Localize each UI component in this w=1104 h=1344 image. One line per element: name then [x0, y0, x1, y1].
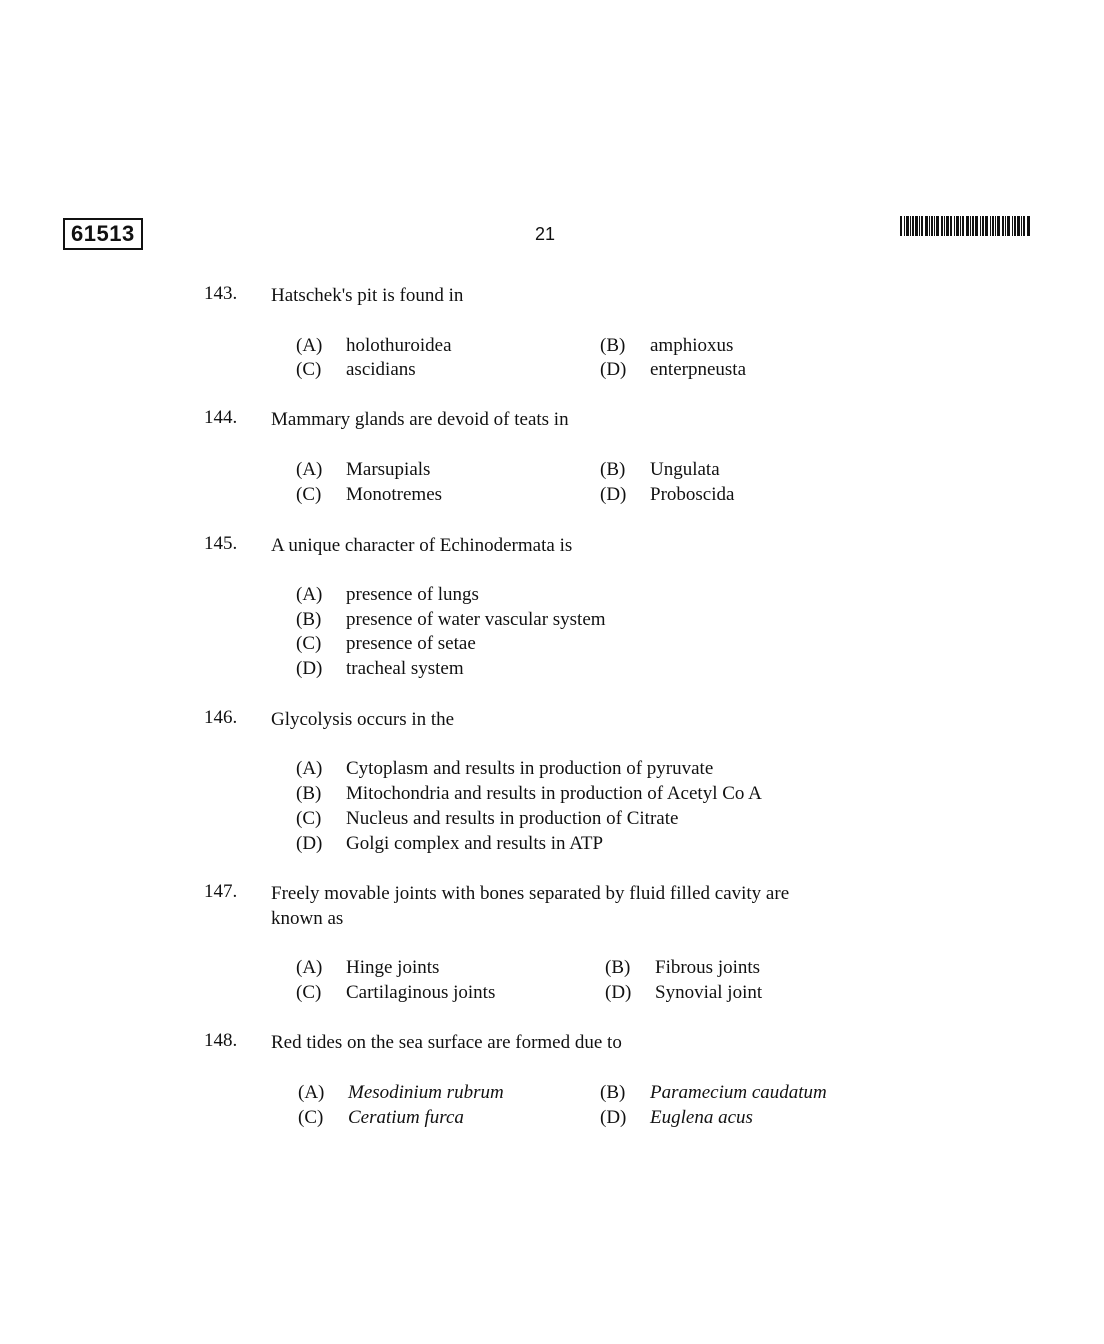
question-text: Red tides on the sea surface are formed due to [271, 1032, 622, 1053]
option-c[interactable]: (C) presence of setae [296, 633, 476, 654]
question-number: 145. [204, 533, 238, 554]
option-b[interactable]: (B) Fibrous joints [605, 957, 761, 978]
question-text-line2: known as [271, 908, 344, 929]
option-d[interactable]: (D) Euglena acus [600, 1107, 753, 1128]
option-b[interactable]: (B) presence of water vascular system [296, 609, 606, 630]
question-number: 146. [204, 707, 238, 728]
option-d[interactable]: (D) tracheal system [296, 658, 464, 679]
question-text: Glycolysis occurs in the [271, 709, 455, 730]
question-number: 147. [204, 881, 238, 902]
barcode-icon [900, 216, 1030, 236]
option-a[interactable]: (A) Marsupials [296, 459, 431, 480]
option-b[interactable]: (B) Mitochondria and results in production of Acetyl Co A [296, 783, 762, 804]
option-c[interactable]: (C) Ceratium furca [298, 1107, 464, 1128]
option-a[interactable]: (A) Cytoplasm and results in production of pyruvate [296, 758, 714, 779]
question-text: A unique character of Echinodermata is [271, 535, 573, 556]
option-b[interactable]: (B) amphioxus [600, 335, 734, 356]
option-d[interactable]: (D) Proboscida [600, 484, 735, 505]
page-header [0, 216, 1104, 256]
option-c[interactable]: (C) Cartilaginous joints [296, 982, 496, 1003]
option-b[interactable]: (B) Paramecium caudatum [600, 1082, 827, 1103]
page-number: 21 [534, 224, 556, 244]
question-number: 143. [204, 283, 238, 304]
option-c[interactable]: (C) Monotremes [296, 484, 443, 505]
option-b[interactable]: (B) Ungulata [600, 459, 720, 480]
option-d[interactable]: (D) Golgi complex and results in ATP [296, 833, 604, 854]
option-c[interactable]: (C) Nucleus and results in production of Citrate [296, 808, 679, 829]
question-text: Mammary glands are devoid of teats in [271, 409, 569, 430]
option-d[interactable]: (D) enterpneusta [600, 359, 747, 380]
question-number: 148. [204, 1030, 238, 1051]
question-text [271, 881, 911, 931]
question-text-line1: Freely movable joints with bones separated by fluid filled cavity are [271, 883, 790, 904]
option-a[interactable]: (A) holothuroidea [296, 335, 452, 356]
option-a[interactable]: (A) presence of lungs [296, 584, 479, 605]
option-a[interactable]: (A) Mesodinium rubrum [298, 1082, 504, 1103]
paper-code-box: 61513 [63, 218, 143, 250]
option-a[interactable]: (A) Hinge joints [296, 957, 440, 978]
option-c[interactable]: (C) ascidians [296, 359, 416, 380]
option-d[interactable]: (D) Synovial joint [605, 982, 763, 1003]
question-number: 144. [204, 407, 238, 428]
question-text: Hatschek's pit is found in [271, 285, 464, 306]
